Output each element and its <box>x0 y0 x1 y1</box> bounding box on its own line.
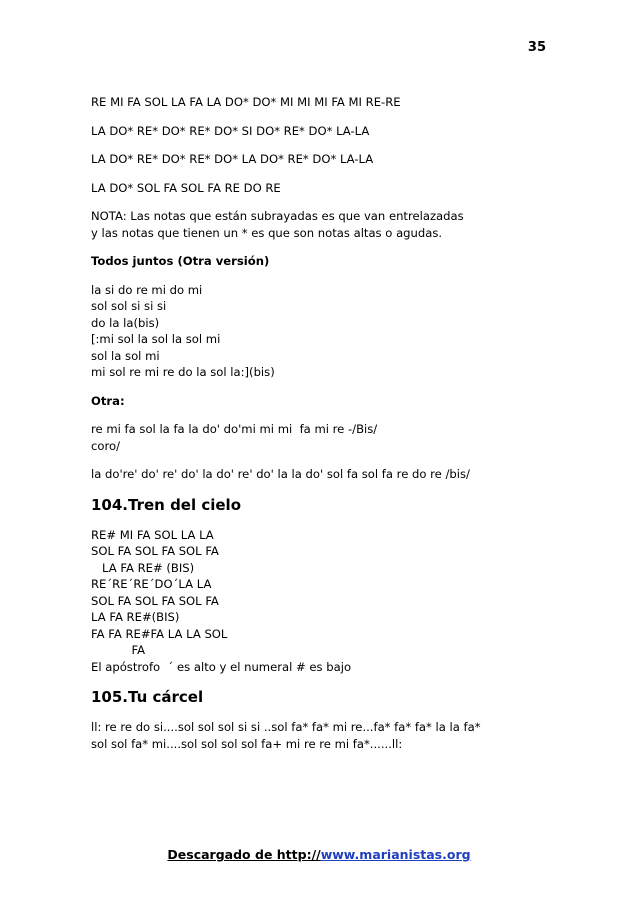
notes-line-4: LA DO* SOL FA SOL FA RE DO RE <box>91 180 281 195</box>
text-line: re mi fa sol la fa la do' do'mi mi mi fa mi re -/Bis/ <box>91 422 378 436</box>
nota-line: NOTA: Las notas que están subrayadas es que van entrelazadas <box>91 209 464 223</box>
text-line: RE´RE´RE´DO´LA LA <box>91 577 212 591</box>
footer <box>0 847 638 862</box>
text-line: El apóstrofo ´ es alto y el numeral # es bajo <box>91 659 352 674</box>
text-line: la si do re mi do mi <box>91 282 203 297</box>
otra-block-2 <box>91 466 561 483</box>
text-line: do la la(bis) <box>91 315 160 330</box>
text-line: RE# MI FA SOL LA LA <box>91 527 214 542</box>
text-line: sol sol fa* mi....sol sol sol sol fa+ mi re re mi fa*......ll: <box>91 736 403 751</box>
notes-line-2: LA DO* RE* DO* RE* DO* SI DO* RE* DO* LA-LA <box>91 123 370 138</box>
section-104-block <box>91 527 561 676</box>
text-line: coro/ <box>91 438 120 453</box>
todos-juntos-block <box>91 282 561 381</box>
text-line: SOL FA SOL FA SOL FA <box>91 593 219 608</box>
text-line: sol la sol mi <box>91 348 160 363</box>
section-104-title: 104.Tren del cielo <box>91 495 241 514</box>
footer-link[interactable]: www.marianistas.org <box>320 847 471 862</box>
nota-paragraph <box>91 208 561 241</box>
text-line: sol sol si si si <box>91 299 167 313</box>
todos-juntos-heading: Todos juntos (Otra versión) <box>91 254 270 268</box>
text-line: ll: re re do si....sol sol sol si si ..sol fa* fa* mi re...fa* fa* fa* la la fa* <box>91 720 481 734</box>
text-line: LA FA RE# (BIS) <box>91 560 195 575</box>
section-105-title: 105.Tu cárcel <box>91 688 204 706</box>
text-line: FA <box>91 643 146 657</box>
notes-line-3: LA DO* RE* DO* RE* DO* LA DO* RE* DO* LA-LA <box>91 152 374 166</box>
otra-heading: Otra: <box>91 393 125 408</box>
text-line: FA FA RE#FA LA LA SOL <box>91 626 228 641</box>
text-line: mi sol re mi re do la sol la:](bis) <box>91 365 275 379</box>
document-body <box>91 94 561 764</box>
text-line: LA FA RE#(BIS) <box>91 610 180 624</box>
section-105-block <box>91 719 561 752</box>
notes-line-1: RE MI FA SOL LA FA LA DO* DO* MI MI MI FA MI RE-RE <box>91 95 401 109</box>
otra-block <box>91 421 561 454</box>
nota-line: y las notas que tienen un * es que son notas altas o agudas. <box>91 225 443 240</box>
text-line: SOL FA SOL FA SOL FA <box>91 544 219 558</box>
footer-prefix: Descargado de http:// <box>167 847 321 862</box>
page-number: 35 <box>527 40 546 55</box>
text-line: la do're' do' re' do' la do' re' do' la la do' sol fa sol fa re do re /bis/ <box>91 467 470 481</box>
text-line: [:mi sol la sol la sol mi <box>91 332 221 346</box>
